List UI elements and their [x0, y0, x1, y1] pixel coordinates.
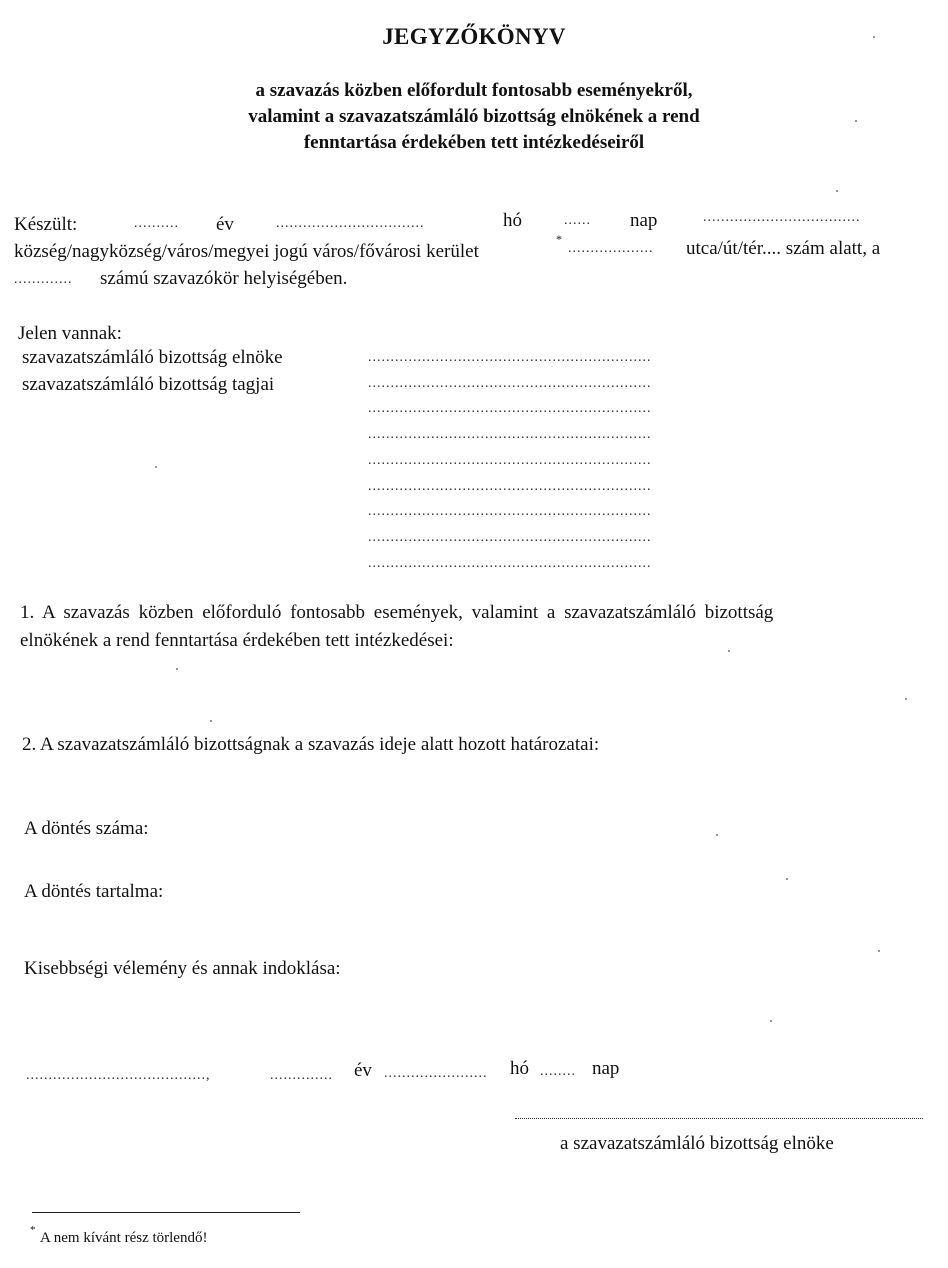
member-blank-line: ............................................................... — [368, 478, 652, 494]
footnote-text: A nem kívánt rész törlendő! — [40, 1230, 208, 1246]
date-ho-label: hó — [510, 1058, 529, 1079]
scan-speck — [786, 878, 788, 880]
scan-speck — [155, 466, 157, 468]
year-date-blank: .............. — [270, 1068, 333, 1083]
scan-speck — [905, 698, 907, 700]
section-2-heading: 2. A szavazatszámláló bizottságnak a szavazás ideje alatt hozott határozatai: — [22, 734, 600, 755]
scan-speck — [770, 1020, 772, 1022]
member-blank-line: ............................................................... — [368, 427, 652, 443]
scan-speck — [210, 720, 212, 722]
scan-speck — [878, 950, 880, 952]
members-label: szavazatszámláló bizottság tagjai — [22, 374, 275, 395]
scan-speck — [728, 650, 730, 652]
place-date-blank: ........................................, — [26, 1068, 211, 1083]
minority-opinion-label: Kisebbségi vélemény és annak indoklása: — [24, 958, 341, 979]
street-blank: ................... — [568, 241, 654, 256]
scan-speck — [836, 190, 838, 192]
day-blank: ...... — [564, 213, 591, 228]
chair-label: szavazatszámláló bizottság elnöke — [22, 347, 283, 368]
scan-speck — [873, 36, 875, 38]
member-blank-line: ............................................................... — [368, 504, 652, 520]
district-number-blank: ............. — [14, 272, 73, 287]
scan-speck — [855, 120, 857, 122]
member-blank-line: ............................................................... — [368, 529, 652, 545]
place-blank: ................................... — [703, 210, 861, 225]
member-blank-line: ............................................................... — [368, 375, 652, 391]
document-title: JEGYZŐKÖNYV — [382, 24, 566, 49]
day-date-blank: ........ — [540, 1064, 576, 1079]
asterisk-marker: * — [556, 232, 562, 246]
member-blank-line: ............................................................... — [368, 350, 652, 365]
section-1-line-2: elnökének a rend fenntartása érdekében tett intézkedései: — [20, 630, 454, 651]
ev-label: év — [216, 214, 234, 235]
subtitle-line-2: valamint a szavazatszámláló bizottság elnökének a rend — [248, 106, 700, 127]
keszult-label: Készült: — [14, 214, 78, 235]
scan-speck — [176, 668, 178, 670]
date-ev-label: év — [354, 1060, 372, 1081]
member-blank-line: ............................................................... — [368, 401, 652, 417]
member-blank-line: ............................................................... — [368, 452, 652, 468]
date-nap-label: nap — [592, 1058, 620, 1079]
municipality-type: község/nagyközség/város/megyei jogú város/fővárosi kerület — [14, 241, 479, 262]
signature-line — [515, 1118, 923, 1119]
section-1-line-1: 1. A szavazás közben előforduló fontosabb események, valamint a szavazatszámláló bizottság — [20, 602, 774, 623]
subtitle-line-1: a szavazás közben előfordult fontosabb eseményekről, — [255, 80, 693, 101]
footnote-separator — [32, 1212, 300, 1213]
month-date-blank: ....................... — [384, 1066, 488, 1081]
nap-label: nap — [630, 210, 658, 231]
scan-speck — [716, 834, 718, 836]
polling-station-text: számú szavazókör helyiségében. — [100, 268, 348, 289]
member-blank-line: ............................................................... — [368, 555, 652, 571]
signature-label: a szavazatszámláló bizottság elnöke — [560, 1133, 834, 1154]
decision-content-label: A döntés tartalma: — [24, 881, 164, 902]
ho-label: hó — [503, 210, 522, 231]
footnote-marker: * — [30, 1224, 36, 1236]
street-suffix: utca/út/tér.... szám alatt, a — [686, 238, 881, 259]
decision-number-label: A döntés száma: — [24, 818, 149, 839]
year-month-blank: ................................. — [276, 216, 425, 231]
year-blank: .......... — [134, 216, 179, 231]
subtitle-line-3: fenntartása érdekében tett intézkedéseiről — [303, 132, 645, 153]
present-label: Jelen vannak: — [18, 323, 122, 344]
